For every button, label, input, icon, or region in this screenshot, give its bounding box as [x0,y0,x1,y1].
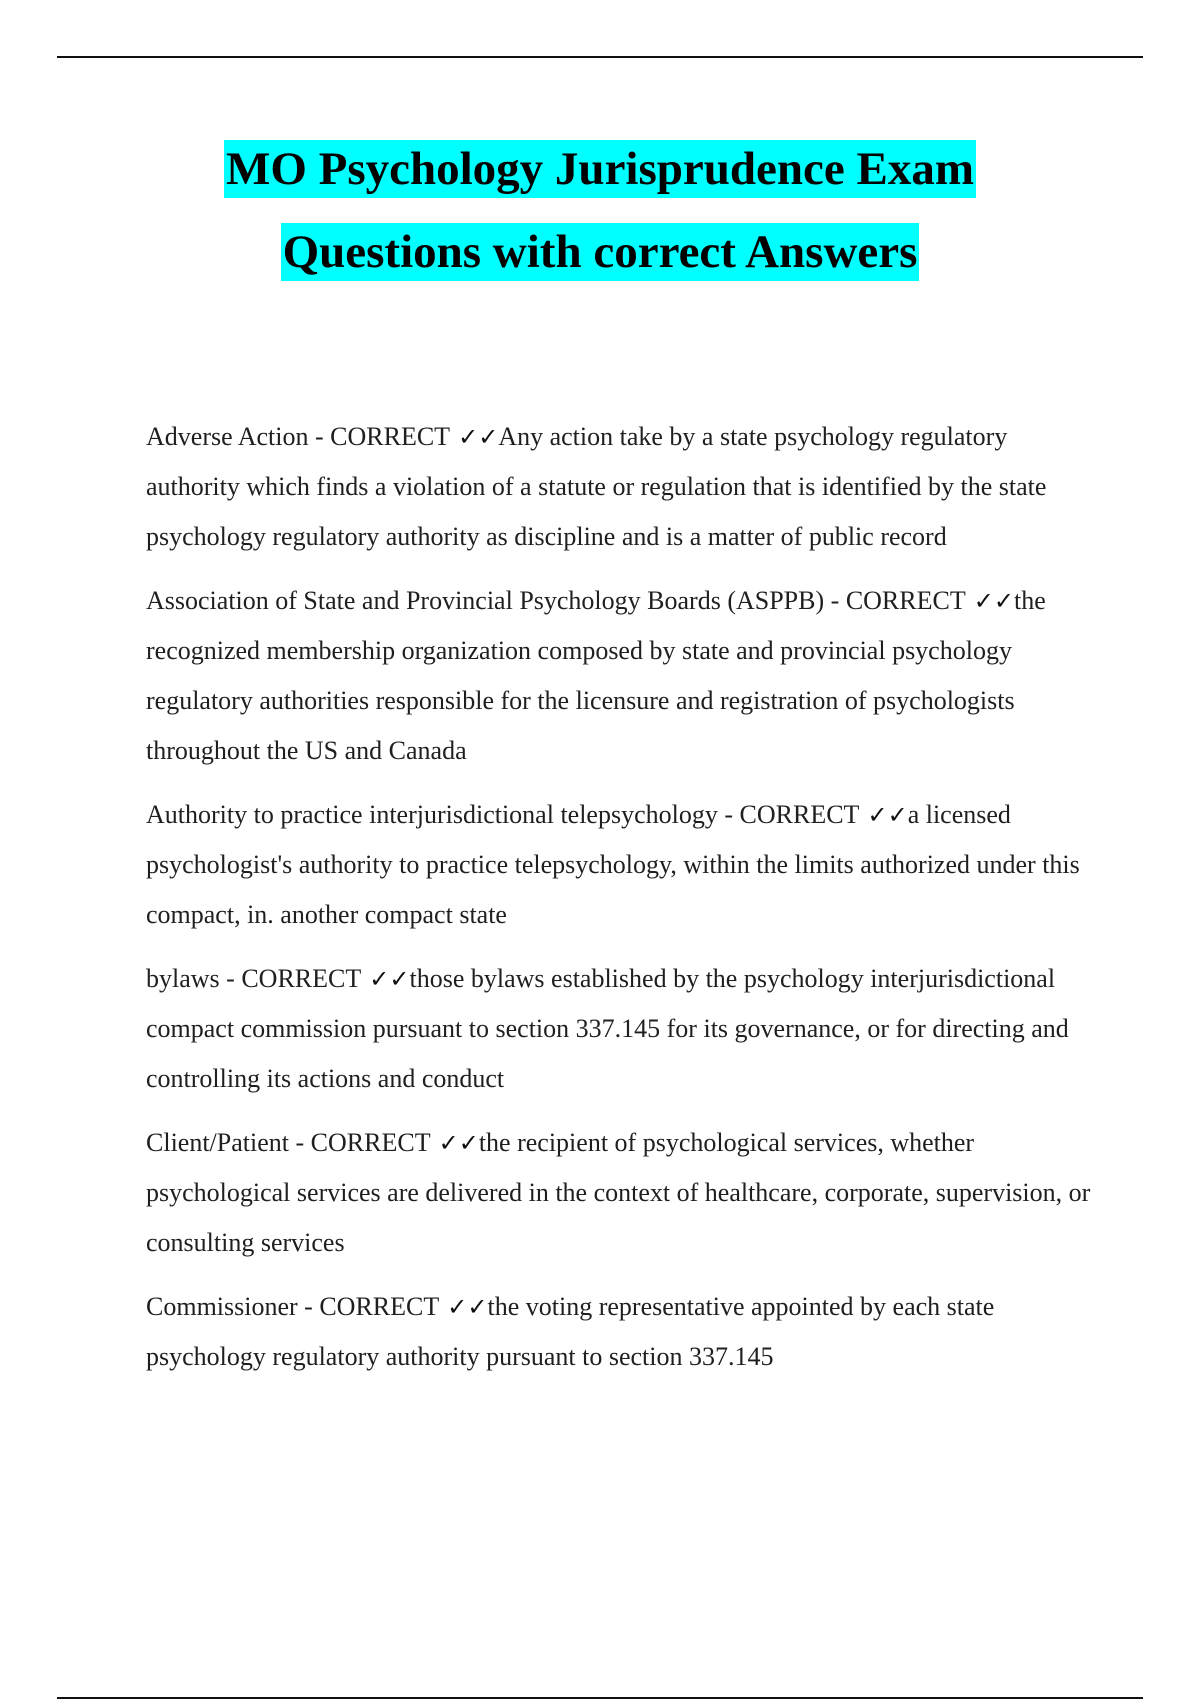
entry-client-patient: Client/Patient - CORRECT ✓✓the recipient of psychological services, whether psychological services are delivered in the context of healthcare, corporate, supervision, or consulting services [146,1128,1091,1257]
entry-authority-telepsychology: Authority to practice interjurisdictional telepsychology - CORRECT ✓✓a licensed psychologist's authority to practice telepsychology, within the limits authorized under this compact, in. another compact state [146,800,1080,929]
double-check-icon: ✓✓ [438,1129,479,1157]
double-check-icon: ✓✓ [973,587,1014,615]
double-check-icon: ✓✓ [867,801,908,829]
entry-marker: CORRECT [739,800,859,829]
double-check-icon: ✓✓ [447,1293,488,1321]
title-line-2: Questions with correct Answers [281,223,920,281]
title-line-1: MO Psychology Jurisprudence Exam [224,140,976,198]
entry-definition: those bylaws established by the psychology interjurisdictional compact commission pursuant to section 337.145 for its governance, or for directing and controlling its actions and conduct [146,964,1069,1093]
entry-definition: the recognized membership organization composed by state and provincial psychology regulatory authorities responsible for the licensure and registration of psychologists throughout the US and Canada [146,586,1046,765]
entry-definition: Any action take by a state psychology regulatory authority which finds a violation of a statute or regulation that is identified by the state psychology regulatory authority as discipline and is a matter of public record [146,422,1047,551]
double-check-icon: ✓✓ [458,423,499,451]
document-title [0,140,1200,281]
entry-marker: CORRECT [310,1128,431,1157]
entry-term: Client/Patient [146,1128,289,1157]
entry-term: Commissioner [146,1292,298,1321]
entry-marker: CORRECT [319,1292,439,1321]
entry-term: Authority to practice interjurisdictional telepsychology [146,800,718,829]
entry-bylaws: bylaws - CORRECT ✓✓those bylaws established by the psychology interjurisdictional compact commission pursuant to section 337.145 for its governance, or for directing and controlling its actions and conduct [146,964,1069,1093]
entry-marker: CORRECT [241,964,361,993]
entry-adverse-action: Adverse Action - CORRECT ✓✓Any action take by a state psychology regulatory authority which finds a violation of a statute or regulation that is identified by the state psychology regulatory authority as discipline and is a matter of public record [146,422,1047,551]
entry-definition: a licensed psychologist's authority to practice telepsychology, within the limits authorized under this compact, in. another compact state [146,800,1080,929]
flashcard-list [146,412,1096,1396]
entry-asppb: Association of State and Provincial Psychology Boards (ASPPB) - CORRECT ✓✓the recognized membership organization composed by state and provincial psychology regulatory authorities responsible for the licensure and registration of psychologists throughout the US and Canada [146,586,1046,765]
double-check-icon: ✓✓ [369,965,410,993]
entry-definition: the recipient of psychological services, whether psychological services are delivered in the context of healthcare, corporate, supervision, or consulting services [146,1128,1091,1257]
entry-commissioner: Commissioner - CORRECT ✓✓the voting representative appointed by each state psychology regulatory authority pursuant to section 337.145 [146,1292,995,1371]
entry-marker: CORRECT [330,422,450,451]
entry-term: Association of State and Provincial Psychology Boards (ASPPB) [146,586,825,615]
top-rule [57,56,1143,58]
entry-marker: CORRECT [845,586,966,615]
entry-term: bylaws [146,964,220,993]
entry-term: Adverse Action [146,422,309,451]
bottom-rule [57,1697,1143,1699]
entry-definition: the voting representative appointed by each state psychology regulatory authority pursuant to section 337.145 [146,1292,995,1371]
